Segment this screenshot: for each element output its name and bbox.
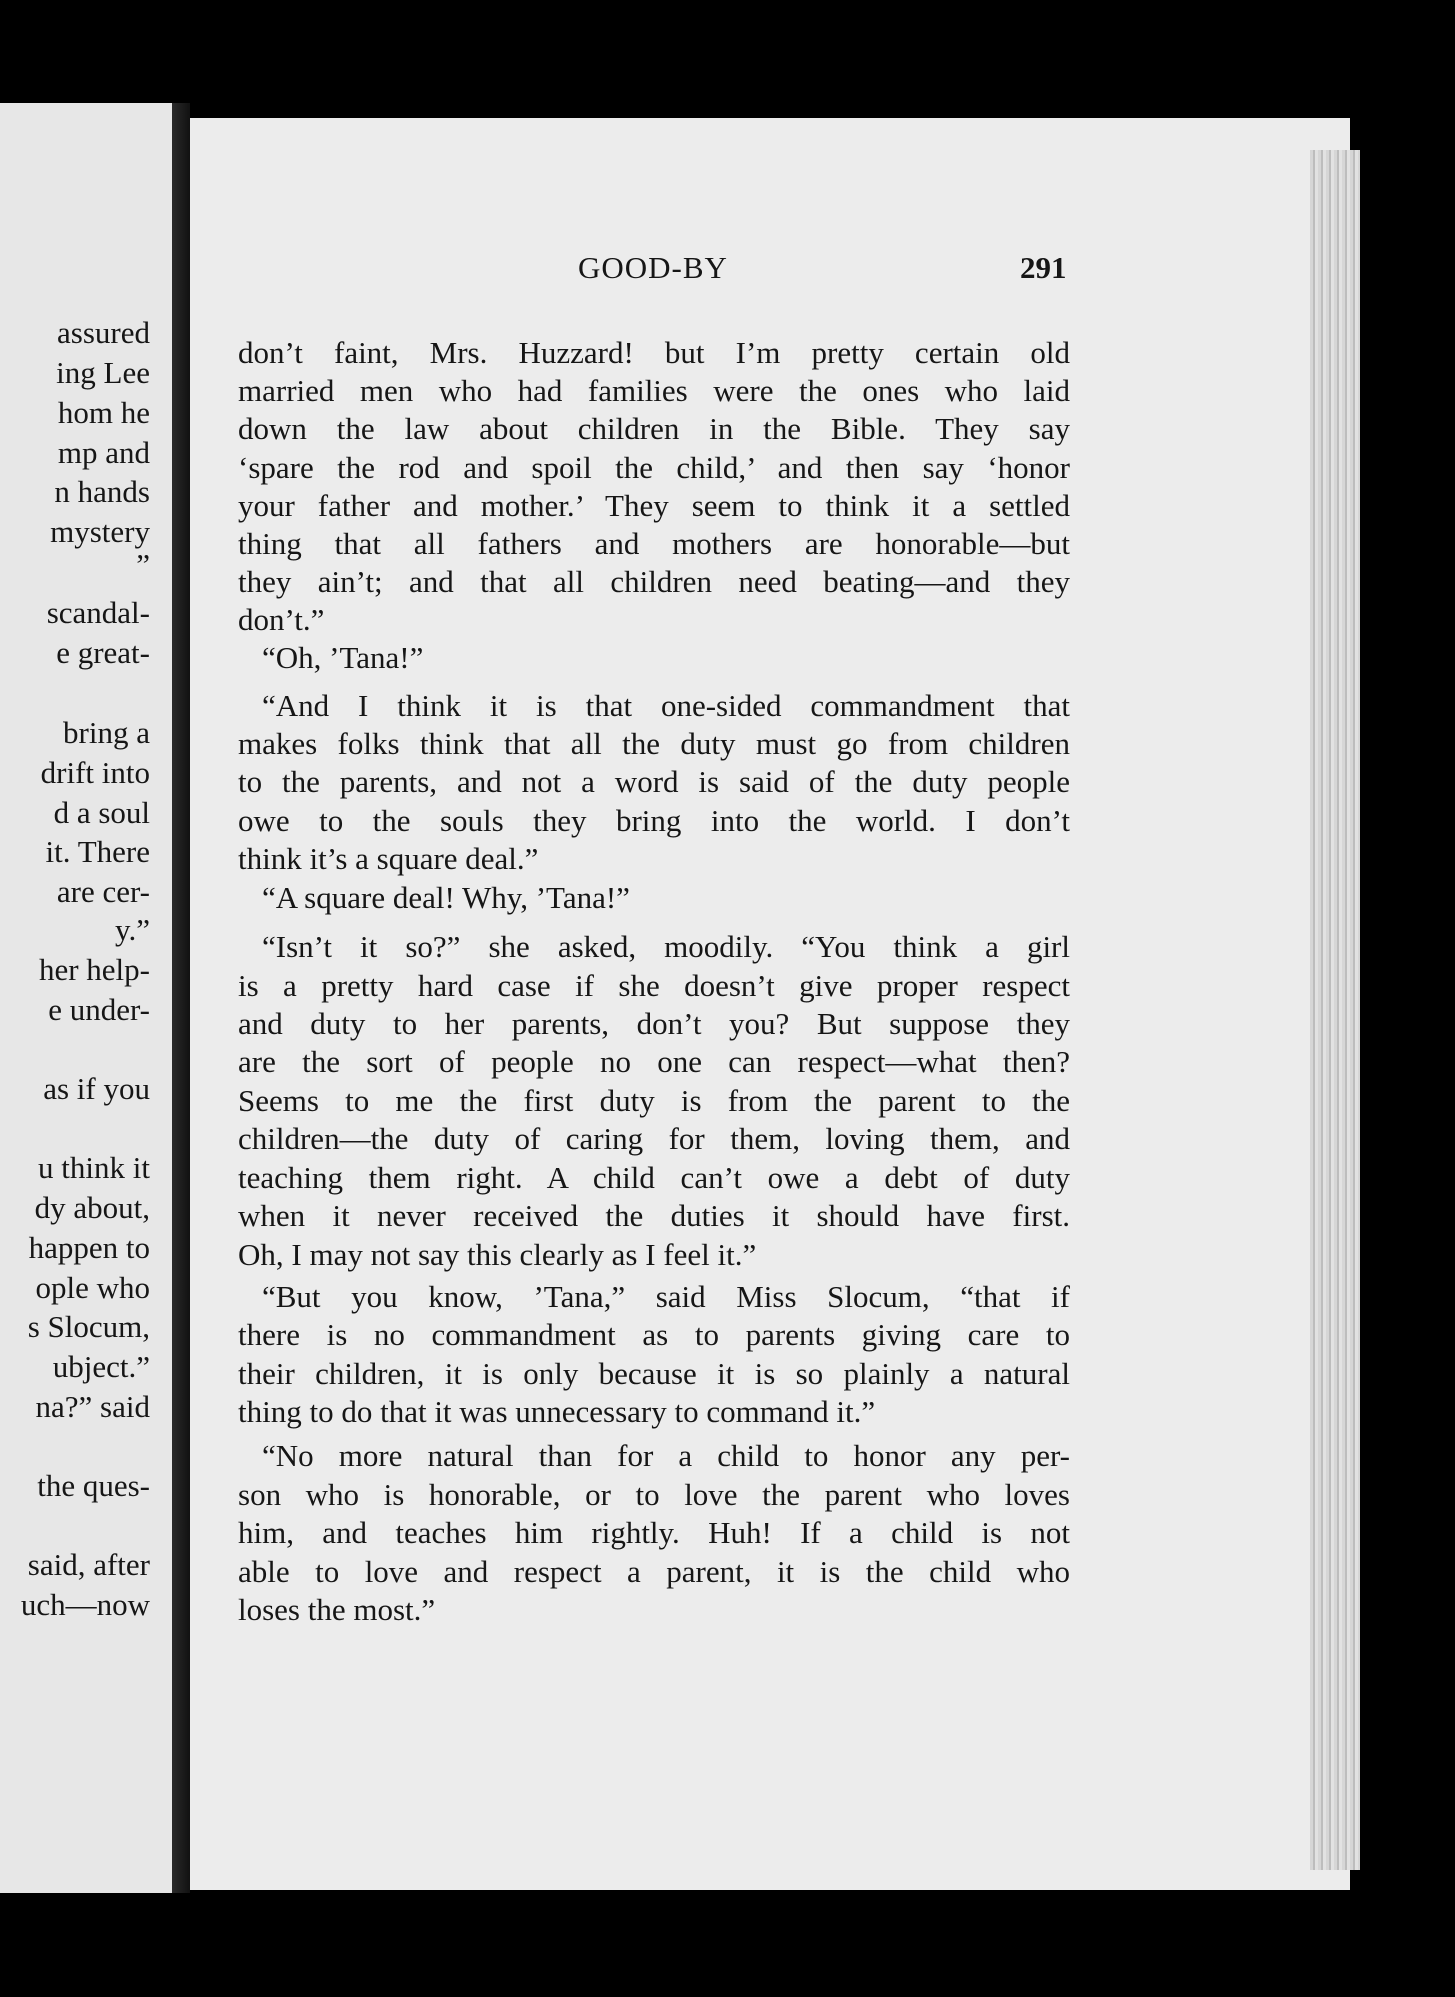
body-line: and duty to her parents, don’t you? But suppose they (238, 1006, 1070, 1041)
body-line: when it never received the duties it should have first. (238, 1198, 1070, 1233)
body-line: him, and teaches him rightly. Huh! If a child is not (238, 1515, 1070, 1550)
left-page-line: e under- (48, 992, 150, 1027)
body-line: their children, it is only because it is so plainly a natural (238, 1356, 1070, 1391)
left-page-line: na?” said (35, 1389, 150, 1424)
left-page-line: n hands (54, 474, 150, 509)
left-page-line: the ques- (37, 1468, 150, 1503)
left-page-line: assured (57, 315, 150, 350)
body-line: “And I think it is that one-sided commandment that (262, 688, 1070, 723)
body-line: Oh, I may not say this clearly as I feel it.” (238, 1237, 757, 1272)
left-page-line: as if you (43, 1071, 150, 1106)
page-number: 291 (1020, 250, 1067, 285)
body-line: makes folks think that all the duty must go from children (238, 726, 1070, 761)
left-page-line: d a soul (53, 795, 150, 830)
body-line: is a pretty hard case if she doesn’t give proper respect (238, 968, 1070, 1003)
left-page-line: y.” (115, 912, 150, 947)
left-page-line: dy about, (34, 1190, 150, 1225)
body-line: teaching them right. A child can’t owe a debt of duty (238, 1160, 1070, 1195)
left-page-line: mp and (57, 435, 150, 470)
body-line: thing that all fathers and mothers are honorable—but (238, 526, 1070, 561)
left-page-line: said, after (27, 1547, 150, 1582)
body-line: don’t faint, Mrs. Huzzard! but I’m pretty certain old (238, 335, 1070, 370)
left-page-line: hom he (57, 395, 150, 430)
left-page-line: her help- (38, 952, 150, 987)
body-line: owe to the souls they bring into the world. I don’t (238, 803, 1070, 838)
left-page-line: mystery (50, 514, 150, 549)
body-line: thing to do that it was unnecessary to command it.” (238, 1394, 876, 1429)
left-page-line: it. There (45, 834, 150, 869)
body-line: there is no commandment as to parents giving care to (238, 1317, 1070, 1352)
body-line: “But you know, ’Tana,” said Miss Slocum, “that if (262, 1279, 1070, 1314)
left-page (0, 103, 172, 1893)
body-line: able to love and respect a parent, it is the child who (238, 1554, 1070, 1589)
left-page-line: ople who (35, 1270, 150, 1305)
body-line: son who is honorable, or to love the parent who loves (238, 1477, 1070, 1512)
body-line: don’t.” (238, 602, 325, 637)
body-line: “Isn’t it so?” she asked, moodily. “You think a girl (262, 929, 1070, 964)
body-line: to the parents, and not a word is said of the duty people (238, 764, 1070, 799)
running-head: GOOD-BY (578, 250, 728, 285)
left-page-line: ubject.” (52, 1349, 150, 1384)
left-page-line: u think it (38, 1150, 150, 1185)
book-gutter (172, 103, 190, 1893)
left-page-line: are cer- (56, 874, 150, 909)
body-line: ‘spare the rod and spoil the child,’ and then say ‘honor (238, 450, 1070, 485)
left-page-line: s Slocum, (27, 1309, 150, 1344)
body-line: children—the duty of caring for them, loving them, and (238, 1121, 1070, 1156)
body-line: loses the most.” (238, 1592, 436, 1627)
left-page-line: drift into (40, 755, 150, 790)
left-page-line: scandal- (46, 595, 150, 630)
left-page-line: happen to (28, 1230, 150, 1265)
body-line: “Oh, ’Tana!” (262, 640, 424, 675)
body-line: your father and mother.’ They seem to think it a settled (238, 488, 1070, 523)
body-line: “No more natural than for a child to honor any per- (262, 1438, 1070, 1473)
left-page-line: ing Lee (56, 355, 150, 390)
left-page-line: ” (136, 547, 150, 582)
left-page-line: e great- (56, 635, 150, 670)
body-line: are the sort of people no one can respect—what then? (238, 1044, 1070, 1079)
left-page-line: bring a (63, 715, 150, 750)
body-line: think it’s a square deal.” (238, 841, 539, 876)
page-edge (1310, 150, 1360, 1870)
body-line: “A square deal! Why, ’Tana!” (262, 880, 630, 915)
left-page-line: uch—now (20, 1587, 150, 1622)
body-line: Seems to me the first duty is from the parent to the (238, 1083, 1070, 1118)
body-line: they ain’t; and that all children need beating—and they (238, 564, 1070, 599)
body-line: down the law about children in the Bible. They say (238, 411, 1070, 446)
body-line: married men who had families were the ones who laid (238, 373, 1070, 408)
